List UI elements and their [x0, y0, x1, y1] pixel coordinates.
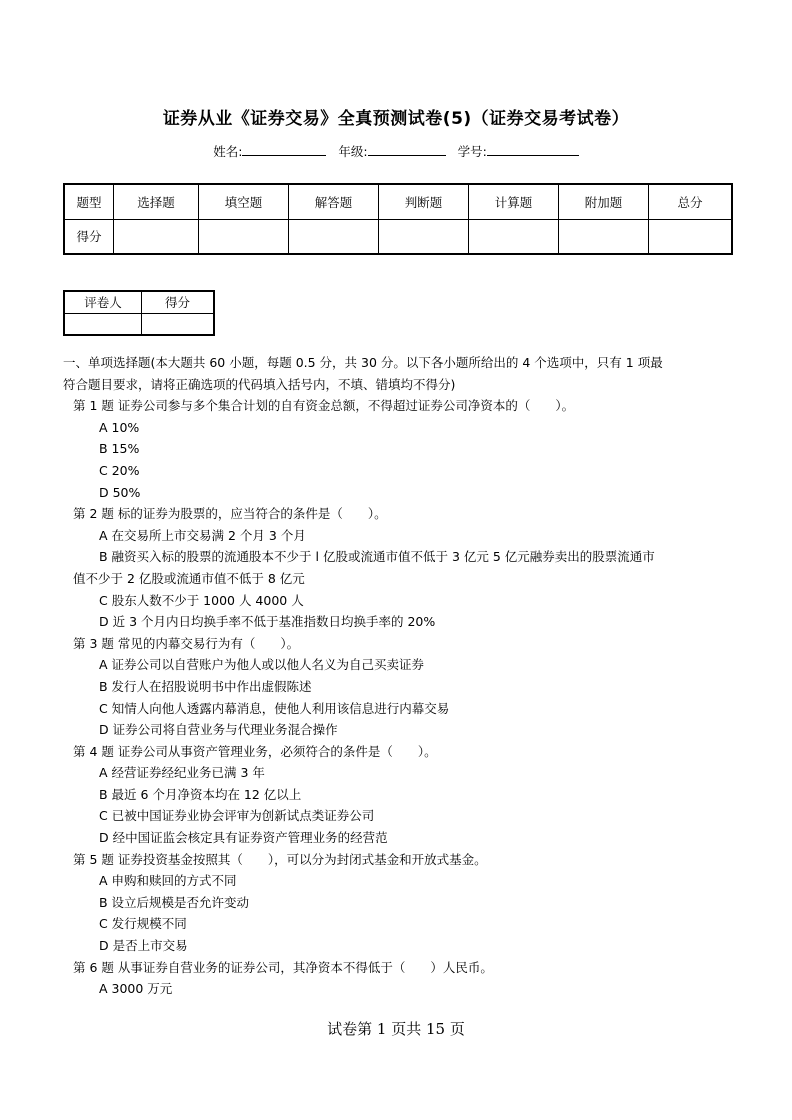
- grade-label: 年级:: [338, 144, 368, 159]
- header-cell: 总分: [649, 184, 733, 219]
- option-item: B 融资买入标的股票的流通股本不少于 l 亿股或流通市值不低于 3 亿元 5 亿元融券卖出的股票流通市: [99, 549, 655, 565]
- page-footer: 试卷第 1 页共 15 页: [327, 1020, 465, 1038]
- option-item: C 股东人数不少于 1000 人 4000 人: [99, 592, 304, 608]
- grader-value-row: [64, 313, 214, 335]
- question-stem: 第 3 题 常见的内幕交易行为有（ ）。: [73, 635, 300, 651]
- question-stem: 第 1 题 证券公司参与多个集合计划的自有资金总额，不得超过证券公司净资本的（ ）。: [73, 398, 575, 414]
- name-label: 姓名:: [213, 144, 243, 159]
- score-table: [63, 183, 733, 255]
- score-cell[interactable]: [114, 219, 199, 254]
- option-item: D 经中国证监会核定具有证券资产管理业务的经营范: [99, 830, 388, 846]
- option-item: C 已被中国证券业协会评审为创新试点类证券公司: [99, 808, 375, 824]
- id-blank: [487, 143, 579, 156]
- option-item-continued: 值不少于 2 亿股或流通市值不低于 8 亿元: [73, 570, 305, 586]
- option-item: A 3000 万元: [99, 981, 173, 997]
- option-item: C 知情人向他人透露内幕消息，使他人利用该信息进行内幕交易: [99, 700, 450, 716]
- option-item: A 10%: [99, 419, 140, 435]
- section-intro: 一、单项选择题(本大题共 60 小题，每题 0.5 分，共 30 分。以下各小题所给出的 4 个选项中，只有 1 项最: [63, 355, 663, 370]
- option-item: B 最近 6 个月净资本均在 12 亿以上: [99, 786, 302, 802]
- option-item: A 证券公司以自营账户为他人或以他人名义为自己买卖证券: [99, 657, 425, 673]
- grader-cell[interactable]: [64, 313, 142, 335]
- header-cell: 判断题: [379, 184, 469, 219]
- option-item: C 发行规模不同: [99, 916, 187, 932]
- name-blank: [242, 143, 326, 156]
- header-cell: 评卷人: [64, 291, 142, 313]
- option-item: D 是否上市交易: [99, 938, 188, 954]
- score-cell[interactable]: [469, 219, 559, 254]
- option-item: B 设立后规模是否允许变动: [99, 894, 250, 910]
- score-header-row: [64, 184, 732, 219]
- page-title: 证券从业《证券交易》全真预测试卷(5)（证券交易考试卷）: [162, 109, 630, 129]
- score-cell[interactable]: [379, 219, 469, 254]
- option-item: C 20%: [99, 462, 140, 478]
- header-cell: 附加题: [559, 184, 649, 219]
- header-cell: 填空题: [199, 184, 289, 219]
- option-item: D 50%: [99, 484, 141, 500]
- option-item: D 证券公司将自营业务与代理业务混合操作: [99, 722, 338, 738]
- option-item: A 经营证券经纪业务已满 3 年: [99, 765, 265, 781]
- score-cell[interactable]: [289, 219, 379, 254]
- option-item: A 在交易所上市交易满 2 个月 3 个月: [99, 527, 306, 543]
- option-item: B 发行人在招股说明书中作出虚假陈述: [99, 678, 312, 694]
- grade-blank: [368, 143, 446, 156]
- section-intro: 符合题目要求，请将正确选项的代码填入括号内，不填、错填均不得分): [63, 376, 456, 392]
- id-label: 学号:: [457, 144, 487, 159]
- row-label: 得分: [64, 219, 114, 254]
- question-stem: 第 6 题 从事证券自营业务的证券公司，其净资本不得低于（ ）人民币。: [73, 959, 493, 975]
- score-cell[interactable]: [649, 219, 733, 254]
- grader-header-row: [64, 291, 214, 313]
- header-cell: 计算题: [469, 184, 559, 219]
- score-cell[interactable]: [199, 219, 289, 254]
- header-cell: 得分: [142, 291, 215, 313]
- score-value-row: [64, 219, 732, 254]
- question-stem: 第 5 题 证券投资基金按照其（ ），可以分为封闭式基金和开放式基金。: [73, 851, 487, 867]
- option-item: A 申购和赎回的方式不同: [99, 873, 237, 889]
- header-cell: 题型: [64, 184, 114, 219]
- grader-table: [63, 290, 215, 336]
- question-stem: 第 2 题 标的证券为股票的，应当符合的条件是（ ）。: [73, 506, 387, 522]
- score-cell[interactable]: [559, 219, 649, 254]
- header-cell: 选择题: [114, 184, 199, 219]
- question-section: [63, 352, 725, 1000]
- grader-score-cell[interactable]: [142, 313, 215, 335]
- option-item: B 15%: [99, 441, 140, 457]
- question-stem: 第 4 题 证券公司从事资产管理业务，必须符合的条件是（ ）。: [73, 743, 437, 759]
- option-item: D 近 3 个月内日均换手率不低于基准指数日均换手率的 20%: [99, 614, 436, 630]
- student-info-line: [0, 142, 792, 160]
- header-cell: 解答题: [289, 184, 379, 219]
